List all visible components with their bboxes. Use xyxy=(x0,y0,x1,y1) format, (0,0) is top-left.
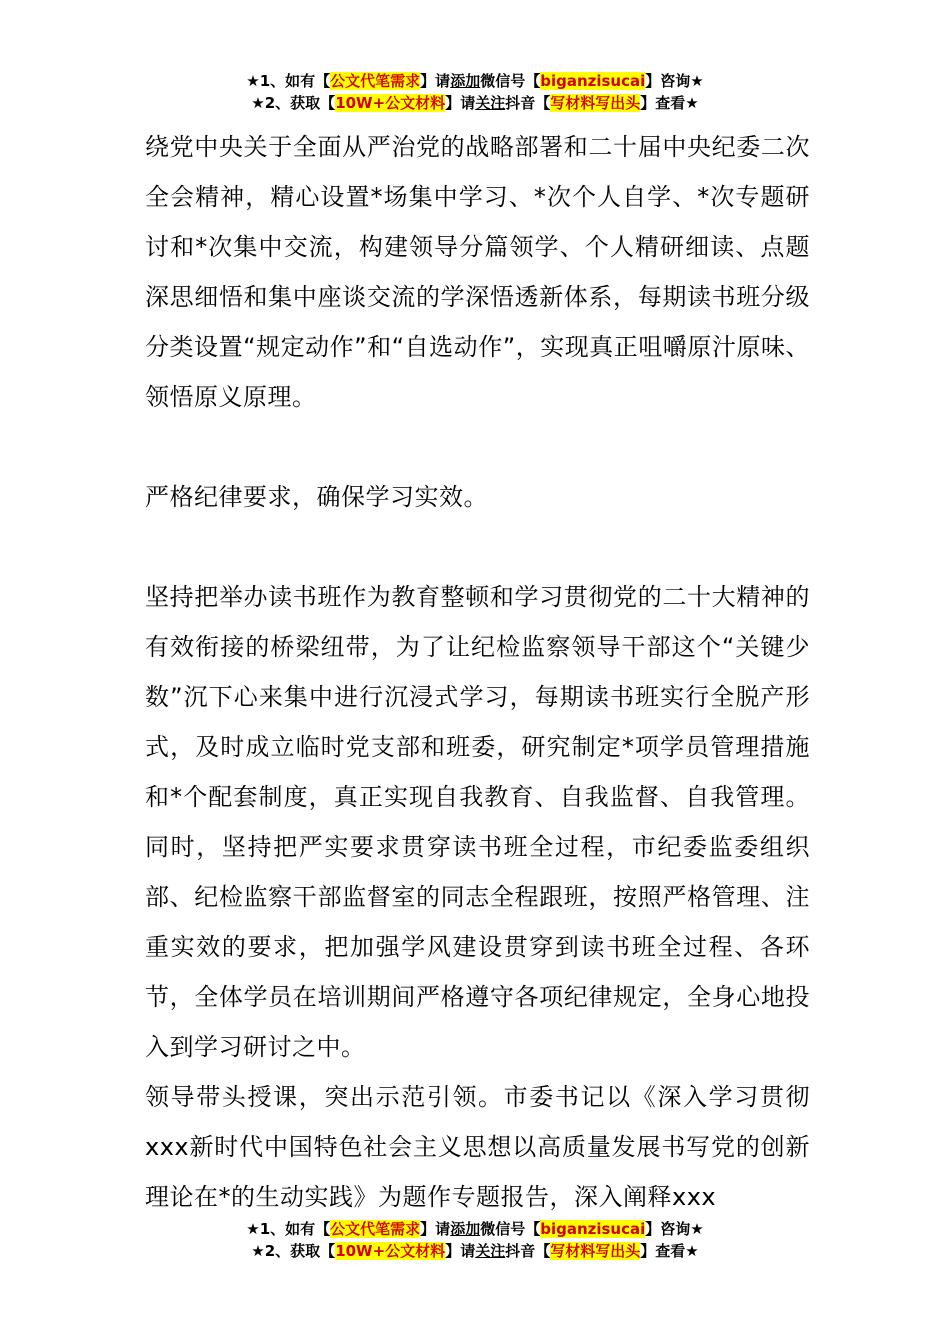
banner-line-2 xyxy=(0,92,950,114)
section-heading: 严格纪律要求，确保学习实效。 xyxy=(145,483,488,511)
banner-text: 】咨询★ xyxy=(645,72,704,90)
banner-text: 微信号【 xyxy=(480,1220,541,1238)
header-banner xyxy=(0,70,950,114)
banner-text: 】请 xyxy=(445,94,476,112)
banner-line-2 xyxy=(0,1240,950,1262)
banner-underline: 添加 xyxy=(450,1220,481,1238)
banner-underline: 添加 xyxy=(450,72,481,90)
banner-highlight: 写材料写出头 xyxy=(550,94,641,112)
banner-text: 抖音【 xyxy=(505,1242,551,1260)
banner-highlight: 10W+公文材料 xyxy=(335,94,446,112)
banner-text: ★1、如有【 xyxy=(246,72,331,90)
banner-underline: 关注 xyxy=(475,1242,506,1260)
banner-text: 】查看★ xyxy=(640,1242,699,1260)
banner-text: 】查看★ xyxy=(640,94,699,112)
banner-text: 】请 xyxy=(445,1242,476,1260)
paragraph-1: 绕党中央关于全面从严治党的战略部署和二十届中央纪委二次全会精神，精心设置*场集中学习、*次个人自学、*次专题研讨和*次集中交流，构建领导分篇领学、个人精研细读、点题深思细悟和集中座谈交流的学深悟透新体系，每期读书班分级分类设置“规定动作”和“自选动作”，实现真正咀嚼原汁原味、领悟原义原理。 xyxy=(145,133,810,411)
banner-text: 微信号【 xyxy=(480,72,541,90)
banner-line-1 xyxy=(0,70,950,92)
banner-text: 】请 xyxy=(420,72,451,90)
banner-highlight: 公文代笔需求 xyxy=(330,1220,421,1238)
paragraph-2: 坚持把举办读书班作为教育整顿和学习贯彻党的二十大精神的有效衔接的桥梁纽带，为了让纪检监察领导干部这个“关键少数”沉下心来集中进行沉浸式学习，每期读书班实行全脱产形式，及时成立临时党支部和班委，研究制定*项学员管理措施和*个配套制度，真正实现自我教育、自我监督、自我管理。同时，坚持把严实要求贯穿读书班全过程，市纪委监委组织部、纪检监察干部监督室的同志全程跟班，按照严格管理、注重实效的要求，把加强学风建设贯穿到读书班全过程、各环节，全体学员在培训期间严格遵守各项纪律规定，全身心地投入到学习研讨之中。 xyxy=(145,583,810,1061)
banner-text: 抖音【 xyxy=(505,94,551,112)
banner-line-1 xyxy=(0,1218,950,1240)
banner-underline: 关注 xyxy=(475,94,506,112)
banner-text: ★1、如有【 xyxy=(246,1220,331,1238)
paragraph-spacer xyxy=(145,522,810,572)
banner-highlight: biganzisucai xyxy=(540,1220,646,1238)
banner-highlight: 10W+公文材料 xyxy=(335,1242,446,1260)
document-body xyxy=(145,122,810,1222)
banner-text: ★2、获取【 xyxy=(251,1242,336,1260)
banner-highlight: biganzisucai xyxy=(540,72,646,90)
paragraph-3: 领导带头授课，突出示范引领。市委书记以《深入学习贯彻xxx新时代中国特色社会主义思想以高质量发展书写党的创新理论在*的生动实践》为题作专题报告，深入阐释xxx xyxy=(145,1083,810,1211)
banner-highlight: 写材料写出头 xyxy=(550,1242,641,1260)
banner-highlight: 公文代笔需求 xyxy=(330,72,421,90)
footer-banner xyxy=(0,1218,950,1262)
paragraph-spacer xyxy=(145,422,810,472)
banner-text: 】请 xyxy=(420,1220,451,1238)
banner-text: 】咨询★ xyxy=(645,1220,704,1238)
banner-text: ★2、获取【 xyxy=(251,94,336,112)
